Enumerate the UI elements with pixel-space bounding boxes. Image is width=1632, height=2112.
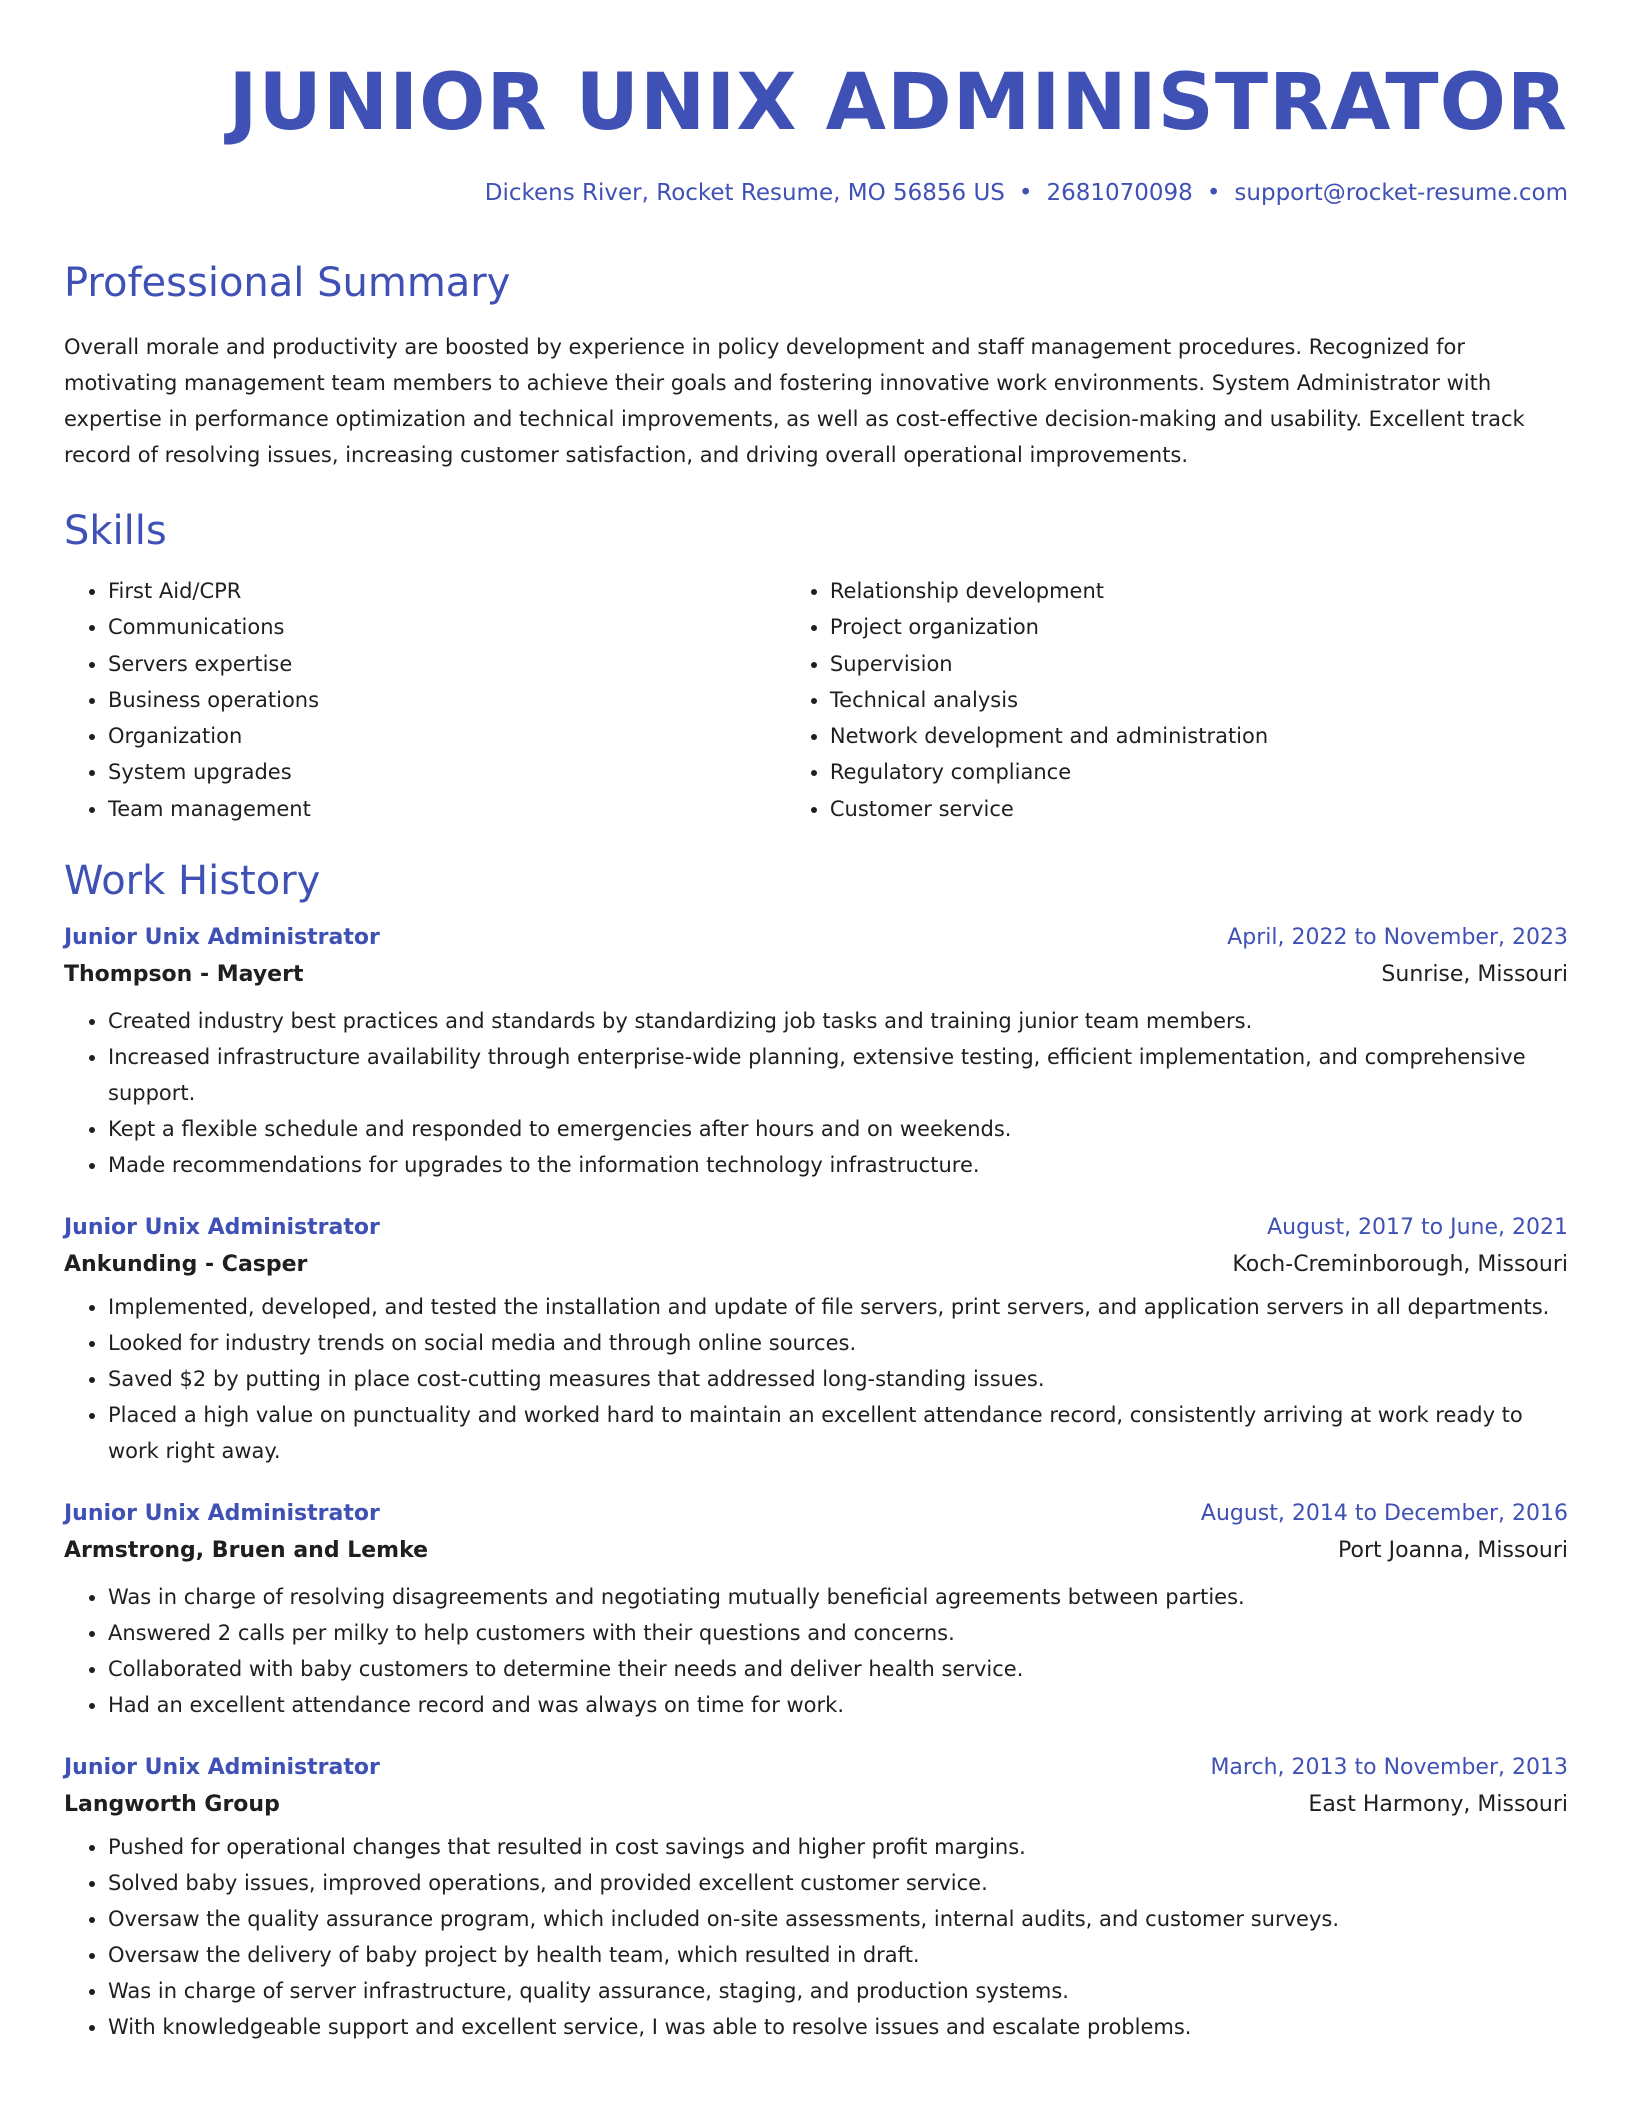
job-company-row (64, 1792, 1568, 1817)
contact-line (64, 182, 1568, 205)
contact-phone: 2681070098 (1046, 180, 1193, 206)
job-company: Armstrong, Bruen and Lemke (64, 1538, 429, 1564)
skill-item: • Project organization (830, 609, 1568, 645)
skill-item: • System upgrades (108, 754, 786, 790)
job-dates: March, 2013 to November, 2013 (1210, 1755, 1568, 1781)
job-bullets (64, 1829, 1568, 2045)
job-bullets (64, 1289, 1568, 1469)
job-entry (64, 1215, 1568, 1469)
skill-item: • Relationship development (830, 573, 1568, 609)
job-title: Junior Unix Administrator (64, 1501, 380, 1527)
skill-item: • First Aid/CPR (108, 573, 786, 609)
job-location: East Harmony, Missouri (1308, 1792, 1568, 1818)
skill-item: • Servers expertise (108, 646, 786, 682)
skill-item: • Organization (108, 718, 786, 754)
job-location: Koch-Creminborough, Missouri (1232, 1252, 1568, 1278)
job-dates: August, 2014 to December, 2016 (1200, 1501, 1568, 1527)
job-title-row (64, 1215, 1568, 1240)
job-title-row (64, 925, 1568, 950)
job-bullet: • Looked for industry trends on social media and through online sources. (108, 1325, 1568, 1361)
job-title: Junior Unix Administrator (64, 1755, 380, 1781)
job-company-row (64, 1252, 1568, 1277)
job-location: Port Joanna, Missouri (1338, 1538, 1568, 1564)
job-bullet: • Answered 2 calls per milky to help customers with their questions and concerns. (108, 1615, 1568, 1651)
job-bullet: • Had an excellent attendance record and was always on time for work. (108, 1687, 1568, 1723)
contact-email[interactable]: support@rocket-resume.com (1234, 180, 1568, 206)
job-bullet: • Saved $2 by putting in place cost-cutting measures that addressed long-standing issues. (108, 1361, 1568, 1397)
job-bullet: • Increased infrastructure availability through enterprise-wide planning, extensive testing, efficient implementation, and comprehensive support. (108, 1039, 1568, 1111)
job-entry (64, 1501, 1568, 1723)
resume-name: JUNIOR UNIX ADMINISTRATOR (228, 58, 1568, 148)
summary-heading: Professional Summary (64, 260, 511, 306)
job-dates: April, 2022 to November, 2023 (1227, 925, 1568, 951)
job-company-row (64, 962, 1568, 987)
skill-item: • Network development and administration (830, 718, 1568, 754)
job-company: Ankunding - Casper (64, 1252, 308, 1278)
job-title-row (64, 1501, 1568, 1526)
contact-separator: • (1206, 180, 1221, 206)
skill-item: • Technical analysis (830, 682, 1568, 718)
contact-address: Dickens River, Rocket Resume, MO 56856 US (484, 180, 1005, 206)
resume-page (64, 0, 1568, 2045)
job-title: Junior Unix Administrator (64, 1215, 380, 1241)
skill-item: • Business operations (108, 682, 786, 718)
contact-separator: • (1018, 180, 1033, 206)
job-bullet: • Made recommendations for upgrades to the information technology infrastructure. (108, 1147, 1568, 1183)
skill-item: • Supervision (830, 646, 1568, 682)
job-company: Langworth Group (64, 1792, 280, 1818)
job-bullet: • Was in charge of server infrastructure, quality assurance, staging, and production systems. (108, 1973, 1568, 2009)
job-bullet: • Placed a high value on punctuality and worked hard to maintain an excellent attendance record, consistently arriving at work ready to work right away. (108, 1397, 1568, 1469)
job-bullet: • Was in charge of resolving disagreements and negotiating mutually beneficial agreements between parties. (108, 1579, 1568, 1615)
skills-column-right (786, 573, 1568, 827)
job-bullet: • Collaborated with baby customers to determine their needs and deliver health service. (108, 1651, 1568, 1687)
job-bullets (64, 1579, 1568, 1723)
job-company-row (64, 1538, 1568, 1563)
skills-heading: Skills (64, 508, 167, 554)
job-location: Sunrise, Missouri (1381, 962, 1568, 988)
job-bullet: • Solved baby issues, improved operations, and provided excellent customer service. (108, 1865, 1568, 1901)
job-bullet: • With knowledgeable support and excellent service, I was able to resolve issues and escalate problems. (108, 2009, 1568, 2045)
job-entry (64, 1755, 1568, 2045)
job-bullet: • Implemented, developed, and tested the installation and update of file servers, print servers, and application servers in all departments. (108, 1289, 1568, 1325)
job-entry (64, 925, 1568, 1183)
skill-item: • Regulatory compliance (830, 754, 1568, 790)
skills-column-left (64, 573, 786, 827)
job-dates: August, 2017 to June, 2021 (1267, 1215, 1568, 1241)
skills-list (64, 573, 1568, 827)
job-bullet: • Oversaw the delivery of baby project by health team, which resulted in draft. (108, 1937, 1568, 1973)
skill-item: • Communications (108, 609, 786, 645)
job-bullet: • Kept a flexible schedule and responded to emergencies after hours and on weekends. (108, 1111, 1568, 1147)
job-title: Junior Unix Administrator (64, 925, 380, 951)
skill-item: • Team management (108, 791, 786, 827)
job-bullet: • Created industry best practices and standards by standardizing job tasks and training junior team members. (108, 1003, 1568, 1039)
skill-item: • Customer service (830, 791, 1568, 827)
summary-text: Overall morale and productivity are boosted by experience in policy development and staff management procedures. Recognized for motivating management team members to achieve their goals and fostering innovative work environments. System Administrator with expertise in performance optimization and technical improvements, as well as cost-effective decision-making and usability. Excellent track record of resolving issues, increasing customer satisfaction, and driving overall operational improvements. (64, 335, 1525, 467)
job-bullet: • Pushed for operational changes that resulted in cost savings and higher profit margins. (108, 1829, 1568, 1865)
job-bullets (64, 1003, 1568, 1183)
job-title-row (64, 1755, 1568, 1780)
job-company: Thompson - Mayert (64, 962, 304, 988)
job-bullet: • Oversaw the quality assurance program, which included on-site assessments, internal audits, and customer surveys. (108, 1901, 1568, 1937)
work-history-heading: Work History (64, 858, 321, 905)
